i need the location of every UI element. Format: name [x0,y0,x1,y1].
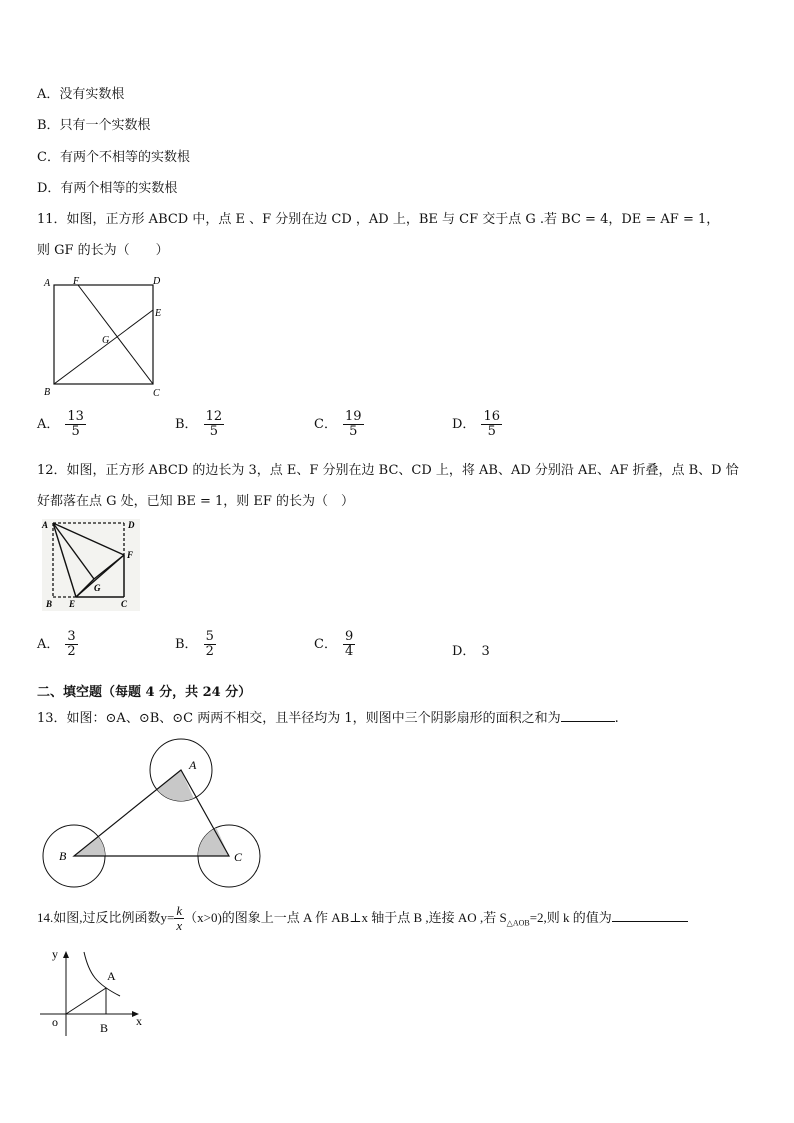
q11-line-cf [78,285,153,384]
q11-label-c: C [153,388,160,399]
q12-label-b: B [46,599,53,609]
q12-option-b-label: B． [175,637,198,653]
q12-option-d-label: D． [452,644,476,659]
fraction-numerator: 5 [205,629,214,644]
fraction-numerator: 12 [205,409,223,424]
q12-label-f: F [127,550,134,560]
q11-line-be [54,310,153,384]
section-title-fill-in: 二、填空题（每题 4 分，共 24 分） [37,685,252,700]
q14-label-y: y [52,947,58,961]
fraction-denominator: 4 [344,644,354,660]
q11-option-b-frac [204,410,225,440]
q14-answer-blank[interactable] [612,921,688,922]
q12-option-a-frac [65,630,77,660]
q12-option-c [314,630,355,660]
q14-text [37,904,688,934]
q13-label-b: B [59,849,67,863]
q14-figure [36,944,154,1040]
q14-label-o: o [52,1015,58,1029]
q14-line-ao [66,988,106,1014]
q14-function-frac [174,904,184,934]
q11-label-a: A [44,278,51,289]
q11-label-b: B [44,387,51,398]
q14-label-a: A [107,969,116,983]
q14-subscript: △AOB [506,918,530,928]
q11-option-c-frac [343,410,364,440]
q12-option-d [452,640,490,659]
fraction-numerator: 13 [67,409,84,424]
q14-label-b: B [100,1021,109,1035]
q11-label-f: F [73,276,80,287]
fraction-denominator: 5 [487,424,496,440]
q12-figure [36,515,146,613]
q13-answer-blank[interactable] [561,721,615,722]
q11-text-line1: 11．如图，正方形 ABCD 中，点 E 、F 分别在边 CD ，AD 上，BE 与 CF 交于点 G .若 BC = 4，DE = AF = 1， [37,212,720,227]
q14-y-arrow-icon [63,951,69,958]
q11-label-g: G [102,335,110,346]
q11-option-c-label: C． [314,417,337,433]
fraction-denominator: 5 [209,424,218,440]
fraction-numerator: 19 [344,409,362,424]
q11-figure [36,272,168,400]
q11-option-a [37,410,86,440]
q11-text-line2: 则 GF 的长为（ ） [37,243,169,258]
q12-option-c-frac [343,630,355,660]
q11-option-a-label: A． [37,417,60,433]
q11-option-a-frac [65,410,86,440]
q13-sector-c [198,828,229,856]
fraction-denominator: 2 [205,644,214,660]
q10-option-c: C．有两个不相等的实数根 [37,150,190,165]
fraction-denominator: 2 [67,644,76,660]
q12-label-e: E [69,599,76,609]
q13-text [37,707,619,726]
q11-option-b-label: B． [175,417,198,433]
fraction-numerator: 9 [344,629,354,644]
q12-option-a [37,630,78,660]
q13-end-mark: . [614,711,619,726]
q12-text-line1: 12．如图，正方形 ABCD 的边长为 3，点 E、F 分别在边 BC、CD 上，将 AB、AD 分别沿 AE、AF 折叠，点 B、D 恰 [37,463,739,478]
q13-question: 13．如图：⊙A、⊙B、⊙C 两两不相交，且半径均为 1，则图中三个阴影扇形的面积之和为 [37,711,561,726]
q12-text-line2: 好都落在点 G 处，已知 BE = 1，则 EF 的长为（ ） [37,494,355,509]
q12-option-a-label: A． [37,637,60,653]
q14-label-x: x [136,1014,142,1028]
q10-option-b: B．只有一个实数根 [37,118,151,133]
q11-option-d [452,410,502,440]
q13-label-a: A [189,758,197,772]
fraction-denominator: 5 [71,424,80,440]
q11-option-d-label: D． [452,417,476,433]
q11-option-d-frac [481,410,502,440]
q10-option-d: D．有两个相等的实数根 [37,181,178,196]
q11-label-e: E [155,308,162,319]
q14-middle: （x>0)的图象上一点 A 作 AB⊥x 轴于点 B ,连接 AO ,若 S [184,909,507,925]
q12-option-b [175,630,216,660]
q10-option-a: A．没有实数根 [37,87,125,102]
q12-label-c: C [121,599,128,609]
q14-prefix: 14.如图,过反比例函数y= [37,909,175,925]
q11-option-c [314,410,364,440]
q12-label-a: A [42,520,49,530]
fraction-numerator: k [176,903,183,918]
fraction-numerator: 16 [483,409,500,424]
fraction-denominator: 5 [349,424,358,440]
q11-label-d: D [153,276,161,287]
q11-option-b [175,410,224,440]
q14-suffix: =2,则 k 的值为 [529,909,612,925]
q12-option-d-value: 3 [481,644,490,659]
q12-label-g: G [94,583,101,593]
q12-option-c-label: C． [314,637,337,653]
q13-label-c: C [234,850,243,864]
q12-option-b-frac [204,630,216,660]
q12-label-d: D [128,520,135,530]
fraction-denominator: x [176,918,183,934]
q13-figure [36,738,272,894]
fraction-numerator: 3 [67,629,76,644]
